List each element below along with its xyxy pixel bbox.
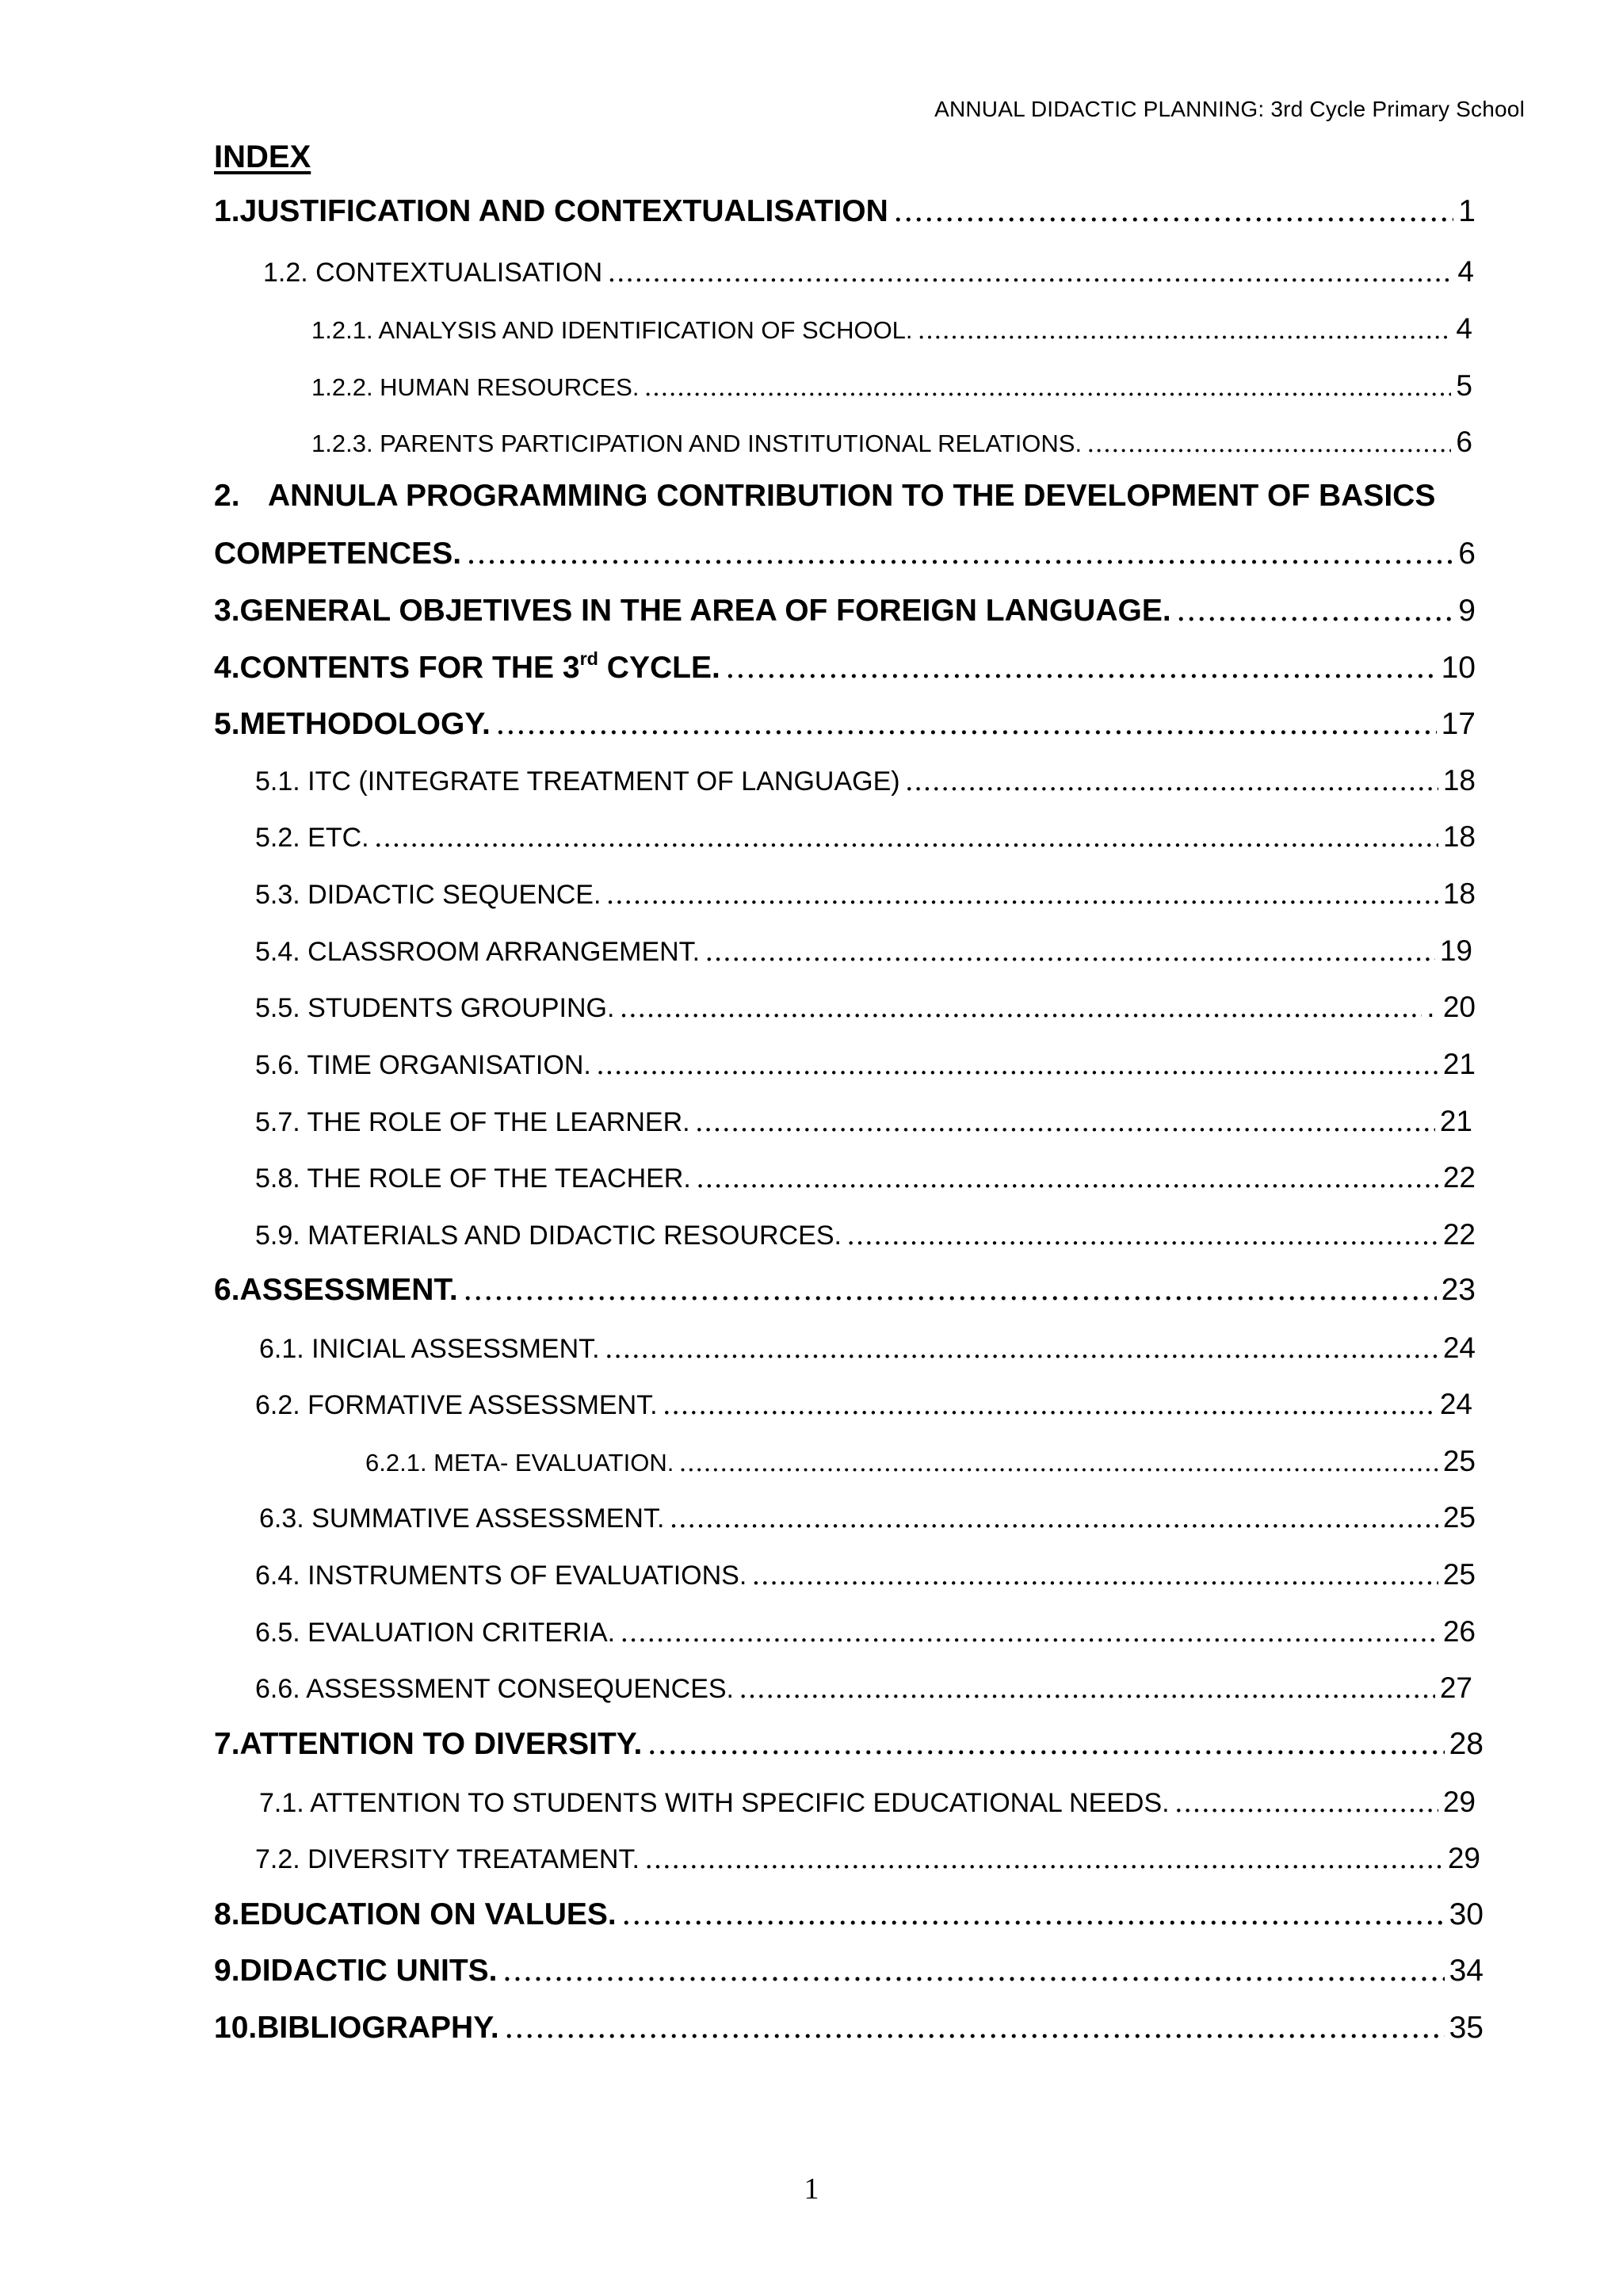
toc-entry-title: 6.2.1. META- EVALUATION.: [365, 1449, 674, 1477]
toc-entry-page: 1: [1458, 194, 1476, 228]
toc-entry-number: 2.: [214, 479, 240, 513]
toc-entry-5-7: [255, 1105, 1472, 1138]
toc-entry-title: 1.2. CONTEXTUALISATION: [263, 258, 603, 288]
leader-dots: [607, 257, 1453, 288]
leader-dots: [619, 992, 1422, 1024]
leader-dots: [695, 1106, 1435, 1138]
toc-entry-title: 5.9. MATERIALS AND DIDACTIC RESOURCES.: [255, 1221, 842, 1251]
leader-dots: [1176, 593, 1454, 628]
toc-entry-4: [214, 650, 1476, 686]
toc-entry-page: 27: [1439, 1671, 1472, 1704]
leader-dots: [669, 1503, 1438, 1534]
toc-entry-title: 5.8. THE ROLE OF THE TEACHER.: [255, 1163, 691, 1194]
leader-dots: [918, 316, 1452, 345]
leader-dots: [705, 936, 1435, 968]
toc-entry-7-1: [259, 1786, 1476, 1819]
toc-entry-page: 18: [1442, 820, 1476, 853]
toc-entry-6-1: [259, 1331, 1476, 1365]
leader-dots: [596, 1049, 1438, 1081]
toc-entry-page: 6: [1458, 537, 1476, 571]
toc-entry-6-3: [259, 1501, 1476, 1534]
leader-dots: [1086, 430, 1451, 458]
toc-entry-number: 4.: [214, 651, 240, 685]
toc-entry-6-2-1: [365, 1445, 1476, 1478]
leader-dots: [1174, 1787, 1438, 1819]
toc-entry-page: 35: [1449, 2011, 1484, 2045]
toc-entry-5-9: [255, 1218, 1476, 1251]
toc-entry-title: METHODOLOGY.: [239, 707, 491, 741]
toc-entry-title-continued: COMPETENCES.: [214, 537, 462, 571]
toc-entry-page: 29: [1442, 1786, 1476, 1818]
toc-entry-title: 6.2. FORMATIVE ASSESSMENT.: [255, 1390, 658, 1420]
toc-entry-title: [239, 648, 720, 686]
toc-entry-title: 5.6. TIME ORGANISATION.: [255, 1050, 591, 1080]
toc-entry-page: 4: [1456, 312, 1472, 345]
leader-dots: [663, 1389, 1435, 1421]
toc-entry-title: 5.3. DIDACTIC SEQUENCE.: [255, 880, 601, 910]
leader-dots: [846, 1220, 1438, 1251]
toc-entry-number: 5.: [214, 707, 240, 741]
toc-entry-title: ANNULA PROGRAMMING CONTRIBUTION TO THE DEVELOPMENT OF BASICS: [268, 479, 1436, 513]
toc-entry-page: 30: [1449, 1897, 1484, 1931]
toc-entry-page: 26: [1442, 1615, 1476, 1648]
toc-entry-5: [214, 706, 1476, 742]
toc-entry-page: 18: [1442, 764, 1476, 797]
leader-dots: [905, 766, 1438, 797]
toc-entry-number: 3.: [214, 594, 240, 628]
toc-entry-title: 1.2.1. ANALYSIS AND IDENTIFICATION OF SCHOOL.: [311, 316, 913, 344]
toc-entry-title: 1.2.3. PARENTS PARTICIPATION AND INSTITUTIONAL RELATIONS.: [311, 430, 1083, 457]
toc-entry-3: [214, 593, 1476, 628]
toc-entry-page: 24: [1442, 1331, 1476, 1364]
leader-dots: [751, 1560, 1438, 1591]
toc-entry-title: 6.6. ASSESSMENT CONSEQUENCES.: [255, 1674, 734, 1704]
toc-entry-1: [214, 193, 1476, 229]
toc-entry-page: 9: [1458, 594, 1476, 628]
leader-dots: [739, 1673, 1435, 1705]
toc-entry-2-line-1: [214, 479, 1435, 514]
toc-entry-number: 10.: [214, 2011, 258, 2045]
page-number-footer: 1: [804, 2172, 819, 2206]
leader-dots: [463, 1272, 1437, 1308]
toc-entry-5-4: [255, 934, 1472, 968]
toc-entry-page: 5: [1456, 369, 1472, 402]
leader-dots: [605, 879, 1438, 911]
toc-entry-title: DIDACTIC UNITS.: [239, 1954, 498, 1988]
toc-entry-5-3: [255, 877, 1476, 911]
toc-entry-title: 6.3. SUMMATIVE ASSESSMENT.: [259, 1503, 665, 1534]
toc-entry-page: 21: [1439, 1105, 1472, 1137]
leader-dots: [644, 1843, 1443, 1875]
toc-entry-page: 25: [1442, 1558, 1476, 1591]
toc-entry-6-2: [255, 1388, 1472, 1421]
toc-entry-1-2: [263, 255, 1474, 288]
toc-entry-5-1: [255, 764, 1476, 797]
toc-entry-title: 6.4. INSTRUMENTS OF EVALUATIONS.: [255, 1561, 747, 1591]
toc-entry-number: 1.: [214, 194, 240, 228]
leader-dots: [893, 193, 1454, 229]
toc-entry-title: ASSESSMENT.: [239, 1273, 458, 1307]
toc-entry-number: 6.: [214, 1273, 240, 1307]
toc-entry-page: 25: [1442, 1501, 1476, 1534]
toc-entry-title: 5.5. STUDENTS GROUPING.: [255, 993, 615, 1023]
toc-entry-page: 23: [1441, 1273, 1476, 1307]
toc-entry-6-4: [255, 1558, 1476, 1591]
toc-entry-title-part: CONTENTS FOR THE 3: [239, 651, 580, 685]
leader-dots: [504, 2010, 1445, 2046]
toc-entry-title: 7.2. DIVERSITY TREATAMENT.: [255, 1844, 640, 1874]
toc-entry-5-2: [255, 820, 1476, 854]
leader-dots: [696, 1163, 1438, 1194]
toc-entry-1-2-1: [311, 312, 1472, 346]
toc-entry-page: 22: [1442, 1161, 1476, 1194]
toc-entry-9: [214, 1953, 1484, 1988]
toc-entry-title-part: CYCLE.: [598, 651, 720, 685]
toc-entry-1-2-2: [311, 369, 1472, 403]
leader-dots: [621, 1897, 1445, 1932]
toc-entry-title: 1.2.2. HUMAN RESOURCES.: [311, 373, 640, 401]
leader-dots: [725, 650, 1437, 686]
toc-entry-page: 28: [1449, 1727, 1484, 1761]
toc-entry-6-5: [255, 1615, 1476, 1648]
toc-entry-title: 7.1. ATTENTION TO STUDENTS WITH SPECIFIC EDUCATIONAL NEEDS.: [259, 1788, 1170, 1818]
toc-entry-title: 6.5. EVALUATION CRITERIA.: [255, 1618, 616, 1648]
toc-entry-6: [214, 1272, 1476, 1308]
leader-dots: [678, 1449, 1438, 1477]
toc-entry-number: 7.: [214, 1727, 240, 1761]
toc-entry-page: 17: [1441, 707, 1476, 741]
toc-entry-2-line-2: [214, 536, 1476, 571]
toc-entry-7: [214, 1726, 1484, 1762]
index-title: INDEX: [214, 139, 311, 174]
leader-dots: [502, 1953, 1445, 1988]
toc-entry-title: GENERAL OBJETIVES IN THE AREA OF FOREIGN LANGUAGE.: [239, 594, 1171, 628]
toc-entry-title: ATTENTION TO DIVERSITY.: [239, 1727, 643, 1761]
toc-entry-10: [214, 2010, 1484, 2046]
leader-dots: [466, 536, 1453, 571]
toc-entry-page: 4: [1457, 255, 1474, 288]
toc-entry-title: 5.4. CLASSROOM ARRANGEMENT.: [255, 937, 701, 967]
toc-entry-page: 6: [1456, 426, 1472, 458]
toc-entry-title: 5.1. ITC (INTEGRATE TREATMENT OF LANGUAGE): [255, 766, 900, 797]
toc-entry-7-2: [255, 1842, 1480, 1875]
toc-entry-page: 19: [1439, 934, 1472, 967]
toc-entry-page: 21: [1442, 1048, 1476, 1080]
toc-entry-6-6: [255, 1671, 1472, 1705]
toc-entry-title: 5.2. ETC.: [255, 823, 369, 853]
toc-entry-page: 18: [1442, 877, 1476, 910]
toc-entry-title: JUSTIFICATION AND CONTEXTUALISATION: [239, 194, 888, 228]
toc-entry-page: 25: [1442, 1445, 1476, 1477]
toc-entry-title: 5.7. THE ROLE OF THE LEARNER.: [255, 1107, 690, 1137]
toc-entry-title: 6.1. INICIAL ASSESSMENT.: [259, 1334, 600, 1364]
toc-entry-page: 24: [1439, 1388, 1472, 1420]
leader-dots: [605, 1333, 1438, 1365]
toc-entry-title: EDUCATION ON VALUES.: [239, 1897, 617, 1931]
toc-entry-5-6: [255, 1048, 1476, 1081]
toc-entry-page: 34: [1449, 1954, 1484, 1988]
toc-entry-8: [214, 1897, 1484, 1932]
ordinal-superscript: rd: [579, 648, 598, 669]
toc-entry-1-2-3: [311, 426, 1472, 459]
leader-dots: [643, 373, 1451, 402]
running-header: ANNUAL DIDACTIC PLANNING: 3rd Cycle Primary School: [934, 97, 1525, 121]
toc-entry-5-5: [255, 991, 1476, 1024]
leader-dots: [495, 706, 1437, 742]
toc-entry-number: 9.: [214, 1954, 240, 1988]
leader-dots: [374, 822, 1438, 854]
toc-entry-number: 8.: [214, 1897, 240, 1931]
toc-entry-page: 22: [1442, 1218, 1476, 1251]
leader-dots: [647, 1726, 1444, 1762]
toc-entry-page: 10: [1441, 651, 1476, 685]
toc-entry-title: BIBLIOGRAPHY.: [257, 2011, 499, 2045]
leader-dots: [620, 1617, 1438, 1648]
toc-entry-page: 29: [1447, 1842, 1480, 1874]
toc-entry-page: . 20: [1426, 991, 1476, 1023]
toc-entry-5-8: [255, 1161, 1476, 1194]
